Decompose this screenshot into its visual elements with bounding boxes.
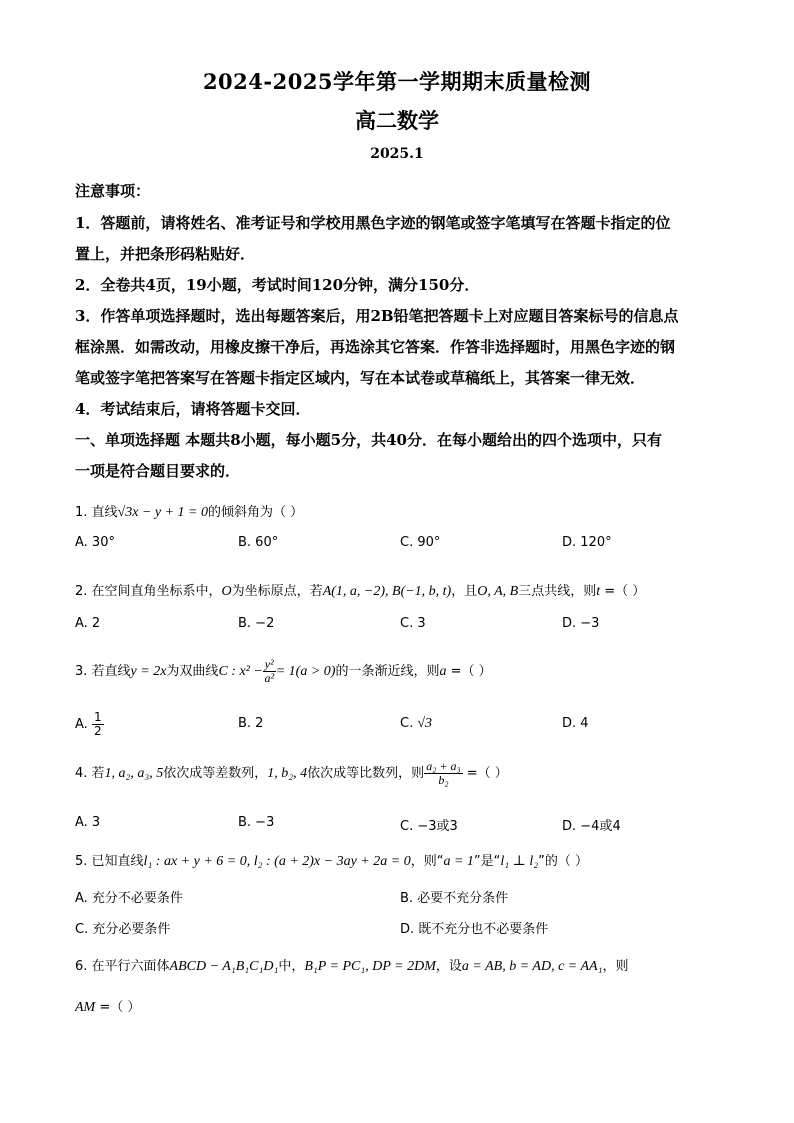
q4-text-2: 依次成等差数列， [163, 766, 268, 782]
q4-math-arith: 1, a₂, a₃, 5 [104, 766, 164, 782]
note-4: 4．考试结束后，请将答题卡交回． [75, 400, 311, 418]
exam-subject: 高二数学 [355, 108, 439, 133]
q3-fraction-num: y² [264, 657, 274, 671]
q5-option-d: D. 既不充分也不必要条件 [400, 922, 549, 937]
q3-math-hyperbola-a: C : x² − [218, 664, 263, 680]
q1-option-c: C. 90° [400, 535, 441, 550]
q2-option-a: A. 2 [75, 616, 101, 631]
note-1-line-1: 1．答题前，请将姓名、准考证号和学校用黑色字迹的钢笔或签字笔填写在答题卡指定的位 [75, 214, 671, 232]
q6-text-3: ，设 [435, 959, 462, 974]
notes-heading: 注意事项： [75, 182, 151, 200]
q3-fraction-den: a² [264, 671, 275, 686]
q3-option-c-label: C. [400, 716, 414, 731]
question-6 [75, 955, 735, 975]
q3-text-2: 为双曲线 [166, 664, 219, 680]
q3-option-a-label: A. [75, 717, 88, 733]
q2-math-points: A(1, a, −2), B(−1, b, t) [322, 584, 452, 599]
q5-text-2: ，则“ [410, 854, 444, 869]
q4-fraction [424, 760, 462, 787]
q1-text-post: 的倾斜角为（ ） [208, 505, 304, 520]
q2-option-b: B. −2 [238, 616, 275, 631]
q6-text-2: 中， [278, 959, 305, 974]
q6-math-solid: ABCD − A₁B₁C₁D₁ [169, 959, 279, 974]
q1-equation: √3x − y + 1 = 0 [117, 505, 208, 520]
question-4 [75, 760, 735, 787]
q3-option-c-math: √3 [417, 716, 433, 731]
q4-fraction-num: a₂ + a₃ [426, 759, 461, 773]
q3-text-3: 的一条渐近线，则 [335, 664, 440, 680]
q4-option-c: C. −3或3 [400, 819, 458, 834]
q3-option-a [75, 711, 104, 738]
question-1 [75, 501, 735, 521]
q3-math-line: y = 2x [130, 664, 167, 680]
question-3 [75, 658, 735, 685]
q3-option-b: B. 2 [238, 716, 264, 731]
q2-text-4: 三点共线，则 [518, 584, 597, 599]
q6-math-basis: a = AB, b = AD, c = AA₁ [461, 959, 603, 974]
q5-option-a: A. 充分不必要条件 [75, 891, 183, 906]
note-3-line-3: 笔或签字笔把答案写在答题卡指定区域内，写在本试卷或草稿纸上，其答案一律无效． [75, 369, 646, 387]
exam-date: 2025.1 [370, 146, 424, 162]
q4-fraction-den: b₂ [438, 773, 449, 788]
section-1-line-2: 一项是符合题目要求的． [75, 462, 241, 480]
q5-option-c: C. 充分必要条件 [75, 922, 171, 937]
q2-math-collinear: O, A, B [477, 584, 519, 599]
section-1-line-1: 一、单项选择题 本题共8小题，每小题5分，共40分．在每小题给出的四个选项中，只有 [75, 431, 662, 449]
q3-math-hyperbola-b: = 1(a > 0) [275, 664, 336, 680]
q3-option-a-den: 2 [93, 724, 102, 739]
q2-text-2: 为坐标原点，若 [231, 584, 323, 599]
q6-text-4: ，则 [602, 959, 629, 974]
q5-option-b: B. 必要不充分条件 [400, 891, 509, 906]
q3-option-c [400, 716, 432, 732]
q2-text-5: =（ ） [600, 584, 646, 599]
q3-text-4: =（ ） [446, 664, 492, 680]
q5-math-perpendicular: l₁ ⊥ l₂ [500, 854, 539, 869]
q1-text-pre: 1. 直线 [75, 505, 118, 520]
q3-option-a-num: 1 [93, 710, 102, 724]
q6-math-vectors: B₁P = PC₁, DP = 2DM [304, 959, 436, 974]
q4-text-3: 依次成等比数列，则 [307, 766, 425, 782]
q3-text-1: 3. 若直线 [75, 664, 131, 680]
question-2 [75, 580, 735, 600]
q1-option-d: D. 120° [562, 535, 612, 550]
note-3-line-2: 框涂黑．如需改动，用橡皮擦干净后，再选涂其它答案．作答非选择题时，用黑色字迹的钢 [75, 338, 676, 356]
q4-text-1: 4. 若 [75, 766, 105, 782]
note-3-line-1: 3．作答单项选择题时，选出每题答案后，用2B铅笔把答题卡上对应题目答案标号的信息点 [75, 307, 679, 325]
q6-math-am: AM [75, 1000, 96, 1015]
q5-math-condition: a = 1 [443, 854, 474, 869]
q1-option-b: B. 60° [238, 535, 279, 550]
q4-option-a: A. 3 [75, 815, 101, 830]
q3-option-d: D. 4 [562, 716, 589, 731]
q3-math-a: a [439, 664, 447, 680]
q4-option-d: D. −4或4 [562, 819, 621, 834]
q4-option-b: B. −3 [238, 815, 275, 830]
q6-text-1: 6. 在平行六面体 [75, 959, 170, 974]
q2-text-1: 2. 在空间直角坐标系中， [75, 584, 222, 599]
q1-option-a: A. 30° [75, 535, 115, 550]
note-2: 2．全卷共4页，19小题，考试时间120分钟，满分150分． [75, 276, 480, 294]
q2-math-t: t [596, 584, 601, 599]
q4-text-4: =（ ） [462, 766, 508, 782]
q5-text-3: ”是“ [473, 854, 501, 869]
q2-option-c: C. 3 [400, 616, 426, 631]
q5-text-1: 5. 已知直线 [75, 854, 144, 869]
q4-math-geom: 1, b₂, 4 [267, 766, 308, 782]
exam-title: 2024-2025学年第一学期期末质量检测 [202, 69, 592, 94]
q2-math-origin: O [221, 584, 232, 599]
q5-text-4: ”的（ ） [538, 854, 588, 869]
q2-option-d: D. −3 [562, 616, 600, 631]
q3-option-a-fraction [92, 711, 104, 738]
q2-text-3: ，且 [451, 584, 478, 599]
note-1-line-2: 置上，并把条形码粘贴好． [75, 245, 256, 263]
q6-text-5: =（ ） [95, 1000, 141, 1015]
q3-fraction [263, 658, 276, 685]
question-5 [75, 850, 735, 870]
question-6-line-2 [75, 996, 735, 1016]
q5-math-lines: l₁ : ax + y + 6 = 0, l₂ : (a + 2)x − 3ay + 2a = 0 [143, 854, 411, 869]
